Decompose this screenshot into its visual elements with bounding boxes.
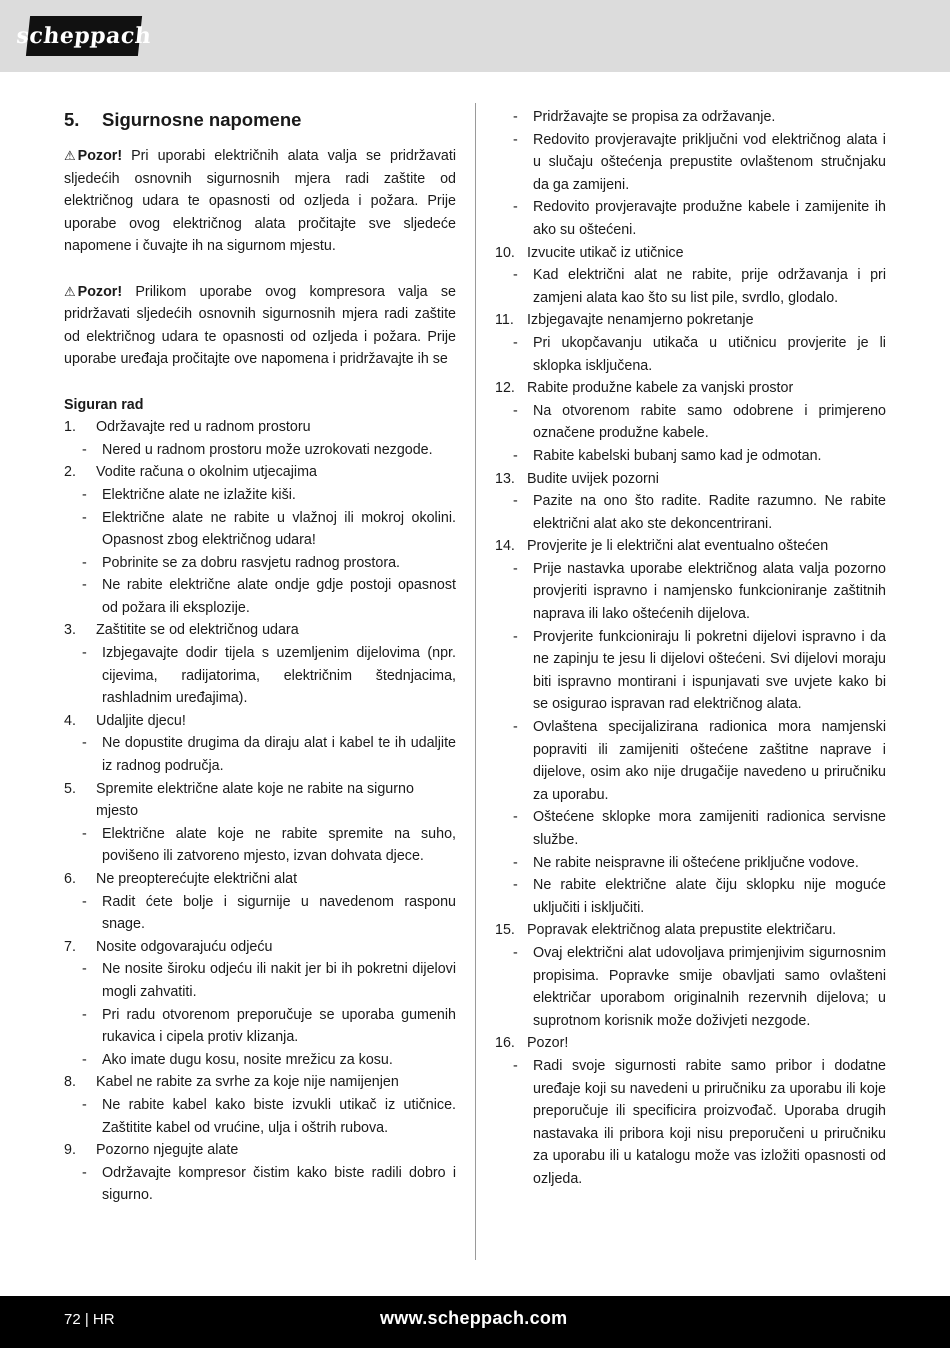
- bullet-text: Oštećene sklopke mora zamijeniti radionica servisne službe.: [533, 809, 886, 848]
- numbered-item: [495, 468, 886, 491]
- left-column: [64, 106, 456, 1207]
- bullet-item: [82, 958, 456, 1003]
- item-title: Zaštitite se od električnog udara: [96, 622, 299, 639]
- bullet-text: Ovlaštena specijalizirana radionica mora namjenski popraviti ili zamijeniti oštećene zaštitne naprave i dijelove, osim ako nije drugačije navedeno u priručniku za uporabu.: [533, 719, 886, 803]
- dash-marker: -: [513, 267, 518, 284]
- dash-marker: -: [513, 719, 518, 736]
- dash-marker: -: [82, 645, 87, 662]
- item-title: Popravak električnog alata prepustite električaru.: [527, 922, 837, 939]
- numbered-item: [64, 936, 456, 959]
- warning-label: Pozor!: [77, 148, 123, 164]
- bullet-text: Pri radu otvorenom preporučuje se uporaba gumenih rukavica i cipela protiv klizanja.: [102, 1006, 456, 1046]
- section-number: 5.: [64, 109, 80, 130]
- dash-marker: -: [82, 735, 87, 752]
- bullet-item: [513, 332, 886, 377]
- item-title: Nosite odgovarajuću odjeću: [96, 938, 273, 955]
- bullet-item: [513, 129, 886, 197]
- bullet-item: [513, 400, 886, 445]
- bullet-text: Redovito provjeravajte priključni vod električnog alata i u slučaju oštećenja prepustite ovlaštenom stručnjaku da ga zamijeni.: [533, 131, 886, 193]
- bullet-text: Prije nastavka uporabe električnog alata valja pozorno provjeriti ispravno i namjensko funkcioniranje zaštitnih naprava ili lako oštećenih dijelova.: [533, 560, 886, 623]
- bullet-item: [513, 806, 886, 851]
- item-number: 16.: [495, 1035, 515, 1052]
- bullet-item: [82, 1094, 456, 1139]
- dash-marker: -: [513, 854, 518, 871]
- bullet-text: Rabite kabelski bubanj samo kad je odmotan.: [533, 447, 822, 464]
- intro-paragraphs: [64, 145, 456, 371]
- item-number: 10.: [495, 244, 515, 261]
- bullet-text: Ne rabite električne alate ondje gdje postoji opasnost od požara ili eksplozije.: [102, 577, 456, 616]
- dash-marker: -: [513, 447, 518, 464]
- bullet-item: [82, 732, 456, 777]
- dash-marker: -: [82, 893, 87, 910]
- bullet-item: [82, 484, 456, 507]
- item-number: 4.: [64, 712, 76, 729]
- item-title: Spremite električne alate koje ne rabite na sigurno mjesto: [96, 780, 414, 820]
- item-number: 9.: [64, 1142, 76, 1159]
- website-link[interactable]: www.scheppach.com: [380, 1308, 568, 1328]
- bullet-text: Održavajte kompresor čistim kako biste radili dobro i sigurno.: [102, 1164, 456, 1204]
- continued-bullets: [495, 106, 886, 242]
- item-title: Udaljite djecu!: [96, 712, 186, 729]
- item-number: 7.: [64, 938, 76, 955]
- bullet-text: Pobrinite se za dobru rasvjetu radnog prostora.: [102, 554, 401, 571]
- item-number: 12.: [495, 380, 515, 397]
- bullet-text: Kad električni alat ne rabite, prije održavanja i pri zamjeni alata kao što su list pile, svrdlo, glodalo.: [533, 267, 886, 306]
- numbered-item: [495, 535, 886, 558]
- bullet-text: Radit ćete bolje i sigurnije u navedenom rasponu snage.: [102, 893, 456, 933]
- dash-marker: -: [513, 1057, 518, 1074]
- page-number: 72 | HR: [64, 1311, 115, 1328]
- item-title: Održavajte red u radnom prostoru: [96, 419, 311, 436]
- dash-marker: -: [82, 1051, 87, 1068]
- warning-paragraph: [64, 145, 456, 258]
- numbered-item: [64, 1071, 456, 1094]
- section-title: Sigurnosne napomene: [102, 109, 302, 130]
- dash-marker: -: [513, 944, 518, 961]
- bullet-item: [513, 490, 886, 535]
- dash-marker: -: [513, 131, 518, 148]
- bullet-item: [513, 874, 886, 919]
- item-number: 11.: [495, 312, 514, 329]
- section-heading: [64, 106, 456, 134]
- bullet-text: Redovito provjeravajte produžne kabele i zamijenite ih ako su oštećeni.: [533, 199, 886, 238]
- item-title: Budite uvijek pozorni: [527, 470, 659, 487]
- bullet-item: [513, 1055, 886, 1191]
- dash-marker: -: [82, 1006, 87, 1023]
- numbered-item: [64, 868, 456, 891]
- bullet-text: Nered u radnom prostoru može uzrokovati nezgode.: [102, 441, 433, 458]
- right-safety-list: [495, 242, 886, 1191]
- bullet-item: [82, 507, 456, 552]
- bullet-text: Ovaj električni alat udovoljava primjenjivim sigurnosnim propisima. Popravke smije obavljati samo ovlašteni električar uporabom originalnih rezervnih dijelova; u suprotnom korisnik može doživjeti nezgode.: [533, 944, 886, 1029]
- page-footer: [0, 1296, 950, 1348]
- item-title: Pozorno njegujte alate: [96, 1142, 239, 1159]
- bullet-text: Električne alate ne rabite u vlažnoj ili mokroj okolini. Opasnost zbog električnog udara!: [102, 509, 456, 549]
- dash-marker: -: [513, 402, 518, 419]
- numbered-item: [64, 416, 456, 439]
- dash-marker: -: [82, 441, 87, 458]
- numbered-item: [495, 309, 886, 332]
- bullet-item: [82, 642, 456, 710]
- numbered-item: [495, 242, 886, 265]
- warning-paragraph: [64, 281, 456, 371]
- column-divider: [475, 103, 476, 1260]
- item-number: 2.: [64, 464, 76, 481]
- dash-marker: -: [513, 560, 518, 577]
- bullet-item: [513, 942, 886, 1032]
- bullet-item: [513, 264, 886, 309]
- bullet-item: [513, 558, 886, 626]
- bullet-text: Ne rabite električne alate čiju sklopku nije moguće uključiti i isključiti.: [533, 877, 886, 916]
- numbered-item: [64, 461, 456, 484]
- bullet-text: Na otvorenom rabite samo odobrene i primjereno označene produžne kabele.: [533, 402, 886, 442]
- bullet-text: Ne rabite kabel kako biste izvukli utikač iz utičnice. Zaštitite kabel od vrućine, ulja i oštrih rubova.: [102, 1096, 456, 1136]
- warning-label: Pozor!: [77, 283, 123, 300]
- item-title: Provjerite je li električni alat eventualno oštećen: [527, 538, 829, 555]
- dash-marker: -: [513, 199, 518, 216]
- warning-text: Pri uporabi električnih alata valja se pridržavati sljedećih osnovnih sigurnosnih mjera radi zaštite od električnog udara te opasnosti od ozljeda i požara. Prije uporabe ovog električnog alata pročitajte sve sljedeće napomene i čuvajte ih na sigurnom mjestu.: [64, 148, 456, 255]
- item-number: 14.: [495, 538, 515, 555]
- numbered-item: [495, 919, 886, 942]
- item-number: 5.: [64, 780, 76, 797]
- bullet-item: [513, 852, 886, 875]
- bullet-item: [82, 552, 456, 575]
- safe-work-heading: Siguran rad: [64, 396, 144, 413]
- item-title: Ne preopterećujte električni alat: [96, 871, 298, 887]
- item-number: 13.: [495, 470, 515, 487]
- dash-marker: -: [513, 628, 518, 645]
- dash-marker: -: [82, 509, 87, 526]
- bullet-item: [82, 574, 456, 619]
- dash-marker: -: [82, 825, 87, 842]
- bullet-item: [82, 823, 456, 868]
- item-number: 1.: [64, 419, 76, 436]
- bullet-text: Ne rabite neispravne ili oštećene priključne vodove.: [533, 854, 859, 871]
- bullet-item: [513, 626, 886, 716]
- bullet-text: Ako imate dugu kosu, nosite mrežicu za kosu.: [102, 1051, 393, 1068]
- warning-triangle-icon: ⚠: [64, 148, 76, 163]
- numbered-item: [64, 778, 456, 823]
- item-title: Vodite računa o okolnim utjecajima: [96, 464, 317, 481]
- item-number: 15.: [495, 922, 515, 939]
- page-header: [0, 0, 950, 72]
- dash-marker: -: [82, 554, 87, 571]
- bullet-text: Električne alate koje ne rabite spremite na suho, povišeno ili zatvoreno mjesto, izvan dohvata djece.: [102, 825, 456, 865]
- dash-marker: -: [513, 809, 518, 826]
- dash-marker: -: [82, 486, 87, 503]
- item-title: Izvucite utikač iz utičnice: [527, 244, 684, 261]
- dash-marker: -: [513, 877, 518, 894]
- bullet-text: Električne alate ne izlažite kiši.: [102, 486, 296, 503]
- dash-marker: -: [513, 493, 518, 510]
- numbered-item: [64, 1139, 456, 1162]
- dash-marker: -: [82, 577, 87, 594]
- item-title: Kabel ne rabite za svrhe za koje nije namijenjen: [96, 1074, 399, 1091]
- bullet-item: [513, 196, 886, 241]
- bullet-text: Pri ukopčavanju utikača u utičnicu provjerite je li sklopka isključena.: [533, 334, 886, 374]
- numbered-item: [495, 1032, 886, 1055]
- dash-marker: -: [82, 961, 87, 978]
- bullet-item: [82, 1004, 456, 1049]
- item-number: 3.: [64, 622, 76, 639]
- dash-marker: -: [513, 109, 518, 125]
- bullet-text: Provjerite funkcioniraju li pokretni dijelovi ispravno i da ne zapinju te jesu li dijelovi oštećeni. Svi dijelovi moraju biti ispravno montirani i ispunjavati sve uvjete kako bi se osigurao ispravan rad električnog alata.: [533, 628, 886, 713]
- bullet-item: [513, 445, 886, 468]
- bullet-text: Radi svoje sigurnosti rabite samo pribor i dodatne uređaje koji su navedeni u priručniku za uporabu ili koje preporučuje ili specificira proizvođač. Uporaba drugih nastavaka ili pribora koji nisu preporučeni u priručniku za uporabu ili u katalogu može vas izložiti opasnosti od ozljeda.: [533, 1057, 886, 1187]
- bullet-item: [513, 716, 886, 806]
- bullet-item: [513, 106, 886, 129]
- numbered-item: [64, 619, 456, 642]
- bullet-text: Izbjegavajte dodir tijela s uzemljenim dijelovima (npr. cijevima, radijatorima, električnim štednjacima, rashladnim uređajima).: [102, 645, 456, 707]
- brand-logo: scheppach: [26, 16, 142, 56]
- item-number: 8.: [64, 1074, 76, 1091]
- bullet-item: [82, 1162, 456, 1207]
- bullet-text: Ne dopustite drugima da diraju alat i kabel te ih udaljite iz radnog područja.: [102, 735, 456, 775]
- bullet-text: Ne nosite široku odjeću ili nakit jer bi ih pokretni dijelovi mogli zahvatiti.: [102, 961, 456, 1000]
- right-column: [495, 106, 886, 1191]
- numbered-item: [495, 377, 886, 400]
- left-safety-list: [64, 416, 456, 1207]
- warning-text: Prilikom uporabe ovog kompresora valja se pridržavati sljedećih osnovnih sigurnosnih mjera radi zaštite od električnog udara te opasnosti od ozljeda i požara. Prije uporabe uređaja pročitajte ove napomena i pridržavajte ih se: [64, 283, 456, 368]
- numbered-item: [64, 710, 456, 733]
- dash-marker: -: [513, 334, 518, 351]
- dash-marker: -: [82, 1096, 87, 1113]
- bullet-text: Pazite na ono što radite. Radite razumno. Ne rabite električni alat ako ste dekoncentrirani.: [533, 493, 886, 532]
- warning-triangle-icon: ⚠: [64, 283, 76, 299]
- item-title: Pozor!: [527, 1035, 569, 1052]
- item-title: Izbjegavajte nenamjerno pokretanje: [527, 312, 754, 329]
- item-number: 6.: [64, 871, 76, 887]
- bullet-text: Pridržavajte se propisa za održavanje.: [533, 109, 776, 125]
- item-title: Rabite produžne kabele za vanjski prostor: [527, 380, 794, 397]
- bullet-item: [82, 439, 456, 462]
- bullet-item: [82, 891, 456, 936]
- dash-marker: -: [82, 1164, 87, 1181]
- bullet-item: [82, 1049, 456, 1072]
